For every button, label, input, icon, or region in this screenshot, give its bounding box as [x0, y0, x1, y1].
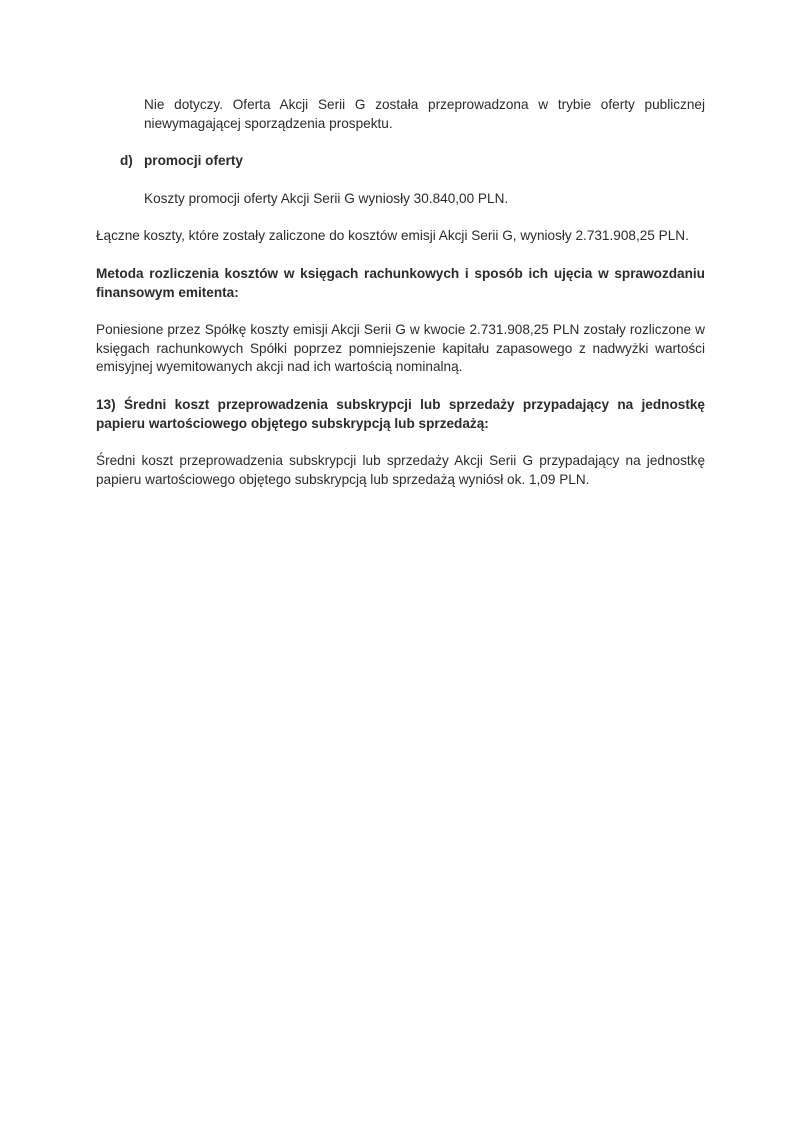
list-item-promocji-oferty	[120, 152, 705, 171]
paragraph-nie-dotyczy: Nie dotyczy. Oferta Akcji Serii G została przeprowadzona w trybie oferty publicznej niewymagającej sporządzenia prospektu.	[144, 97, 705, 131]
list-item-label: promocji oferty	[144, 153, 243, 169]
paragraph-koszty-promocji: Koszty promocji oferty Akcji Serii G wyniosły 30.840,00 PLN.	[144, 190, 509, 206]
paragraph-sredni-koszt: Średni koszt przeprowadzenia subskrypcji lub sprzedaży Akcji Serii G przypadający na jednostkę papieru wartościowego objętego subskrypcją lub sprzedażą wyniósł ok. 1,09 PLN.	[96, 453, 705, 487]
heading-sredni-koszt: 13) Średni koszt przeprowadzenia subskrypcji lub sprzedaży przypadający na jednostkę papieru wartościowego objętego subskrypcją lub sprzedażą:	[96, 396, 705, 431]
paragraph-poniesione-koszty: Poniesione przez Spółkę koszty emisji Akcji Serii G w kwocie 2.731.908,25 PLN zostały rozliczone w księgach rachunkowych Spółki poprzez pomniejszenie kapitału zapasowego z nadwyżki wartości emisyjnej wyemitowanych akcji nad ich wartością nominalną.	[96, 322, 705, 375]
heading-metoda-rozliczenia: Metoda rozliczenia kosztów w księgach rachunkowych i sposób ich ujęcia w sprawozdaniu finansowym emitenta:	[96, 265, 705, 300]
paragraph-laczne-koszty: Łączne koszty, które zostały zaliczone do kosztów emisji Akcji Serii G, wyniosły 2.731.908,25 PLN.	[96, 228, 689, 244]
list-marker: d)	[120, 153, 133, 169]
